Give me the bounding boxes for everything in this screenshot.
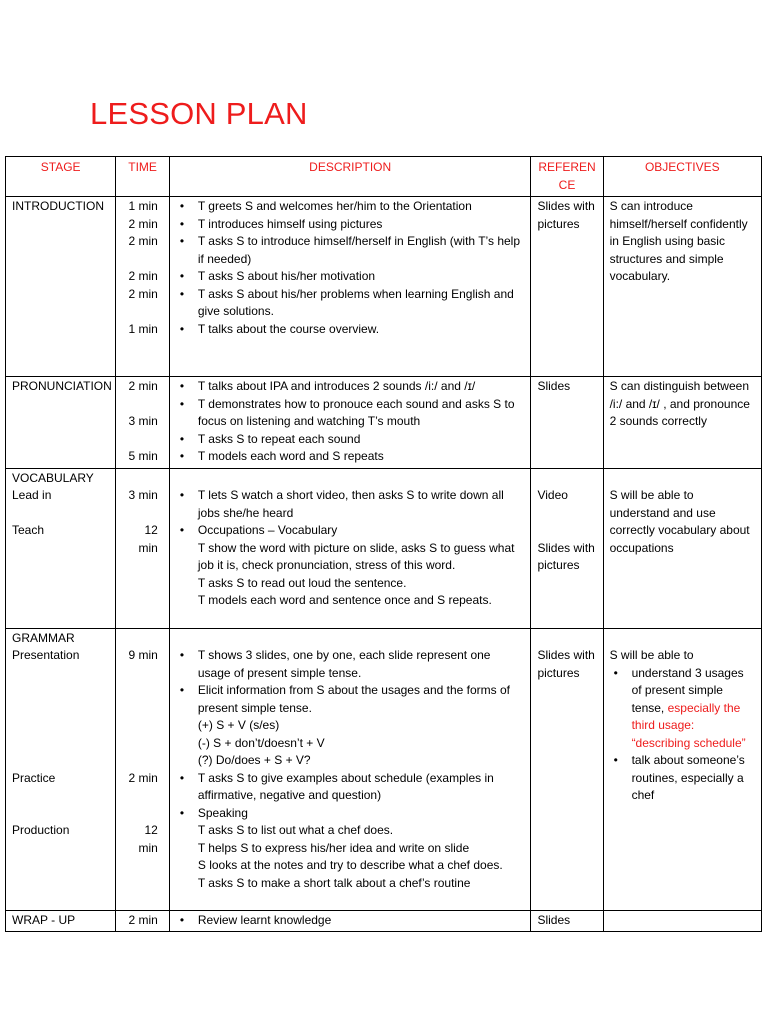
description-line: T asks S to read out loud the sentence. [197,575,407,590]
grammar-form: (-) S + don’t/doesn’t + V [197,735,325,750]
list-item: • Review learnt knowledge [176,912,525,930]
table-row-introduction [6,197,762,377]
reference-text: Slides [537,379,571,393]
stage-label: WRAP - UP [12,912,76,927]
objective-highlight: especially the third usage: “describing schedule” [631,700,746,750]
objective-text: S will be able to understand and use correctly vocabulary about occupations [609,488,750,555]
description-cell [169,628,531,910]
list-item: • T asks S to repeat each sound [176,431,525,449]
reference-text: Slides [537,912,571,927]
time-value: 12 min [138,823,158,855]
time-value: 5 min [128,449,158,463]
time-value: 2 min [128,269,158,283]
objective-item: • talk about someone’s routines, especially a chef [610,752,755,805]
substage-label: Production [12,823,70,837]
list-item: • T demonstrates how to pronouce each sound and asks S to focus on listening and watching T’s mouth [176,396,525,431]
list-item: • T models each word and S repeats [176,448,525,466]
list-item: • Occupations – Vocabulary [176,522,525,540]
time-value: 2 min [128,216,158,231]
list-item: • T asks S about his/her problems when learning English and give solutions. [176,286,525,321]
grammar-form: (+) S + V (s/es) [197,718,280,732]
stage-label: PRONUNCIATION [12,379,112,393]
reference-cell [531,197,603,377]
page-title: LESSON PLAN [90,96,308,131]
header-reference: REFERENCE [531,157,603,197]
reference-cell [531,628,603,910]
time-value: 2 min [128,286,158,301]
description-cell [169,468,531,628]
header-description: DESCRIPTION [169,157,531,197]
stage-label: INTRODUCTION [12,199,104,213]
table-row-wrap-up [6,910,762,932]
objective-item [610,665,755,753]
reference-text: Slides with pictures [537,540,595,572]
list-item: • T introduces himself using pictures [176,216,525,234]
stage-cell [6,628,116,910]
objective-text: S can introduce himself/herself confidently in English using basic structures and simple vocabulary. [609,199,748,283]
time-value: 12 min [138,523,158,555]
reference-cell [531,910,603,932]
stage-cell [6,910,116,932]
list-item: • T lets S watch a short video, then asks S to write down all jobs she/he heard [176,487,525,522]
stage-cell [6,197,116,377]
description-cell [169,197,531,377]
time-cell [116,197,170,377]
objective-text: understand 3 usages of present simple tense, [631,665,744,715]
time-value: 1 min [128,321,158,336]
description-line: T asks S to list out what a chef does. [197,823,394,837]
objectives-cell [603,628,761,910]
list-item: • T asks S to give examples about schedule (examples in affirmative, negative and question) [176,770,525,805]
time-value: 3 min [128,414,158,428]
description-line: T show the word with picture on slide, asks S to guess what job it is, check pronunciation, stress of this word. [197,540,515,572]
reference-cell [531,468,603,628]
objectives-cell [603,377,761,469]
time-cell [116,377,170,469]
header-stage: STAGE [6,157,116,197]
time-cell [116,910,170,932]
substage-label: Presentation [12,648,80,662]
objectives-cell [603,910,761,932]
time-value: 2 min [128,912,158,927]
reference-text: Video [537,488,568,502]
list-item: • T shows 3 slides, one by one, each slide represent one usage of present simple tense. [176,647,525,682]
description-cell [169,377,531,469]
time-value: 9 min [128,648,158,662]
list-item: • T greets S and welcomes her/him to the Orientation [176,198,525,216]
header-objectives: OBJECTIVES [603,157,761,197]
table-header-row [6,157,762,197]
description-line: T asks S to make a short talk about a chef’s routine [197,875,471,890]
time-cell [116,628,170,910]
reference-text: Slides with pictures [537,199,595,231]
list-item: • T asks S to introduce himself/herself in English (with T’s help if needed) [176,233,525,268]
time-value: 2 min [128,770,158,785]
time-value: 2 min [128,379,158,393]
list-item: • Elicit information from S about the usages and the forms of present simple tense. [176,682,525,717]
time-cell [116,468,170,628]
description-line: S looks at the notes and try to describe what a chef does. [197,858,503,872]
substage-label: Teach [12,523,45,537]
list-item: • T talks about the course overview. [176,321,525,339]
time-value: 1 min [128,199,158,213]
list-item: • T talks about IPA and introduces 2 sounds /i:/ and /ɪ/ [176,378,525,396]
description-line: T helps S to express his/her idea and write on slide [197,840,470,855]
table-row-grammar [6,628,762,910]
reference-text: Slides with pictures [537,648,595,680]
table-row-pronunciation [6,377,762,469]
table-row-vocabulary [6,468,762,628]
list-item: • T asks S about his/her motivation [176,268,525,286]
description-cell [169,910,531,932]
time-value: 3 min [128,488,158,502]
grammar-form: (?) Do/does + S + V? [197,753,311,767]
stage-cell [6,468,116,628]
objectives-cell [603,197,761,377]
time-value: 2 min [128,234,158,248]
description-line: T models each word and sentence once and S repeats. [197,593,492,607]
lesson-plan-table [5,156,762,932]
stage-label: GRAMMAR [12,630,75,645]
substage-label: Lead in [12,488,52,502]
objective-intro: S will be able to [609,648,694,662]
header-time: TIME [116,157,170,197]
reference-cell [531,377,603,469]
substage-label: Practice [12,770,56,785]
stage-label: VOCABULARY [12,470,94,485]
objectives-cell [603,468,761,628]
objective-text: S can distinguish between /i:/ and /ɪ/ , and pronounce 2 sounds correctly [609,379,750,428]
stage-cell [6,377,116,469]
list-item: • Speaking [176,805,525,823]
